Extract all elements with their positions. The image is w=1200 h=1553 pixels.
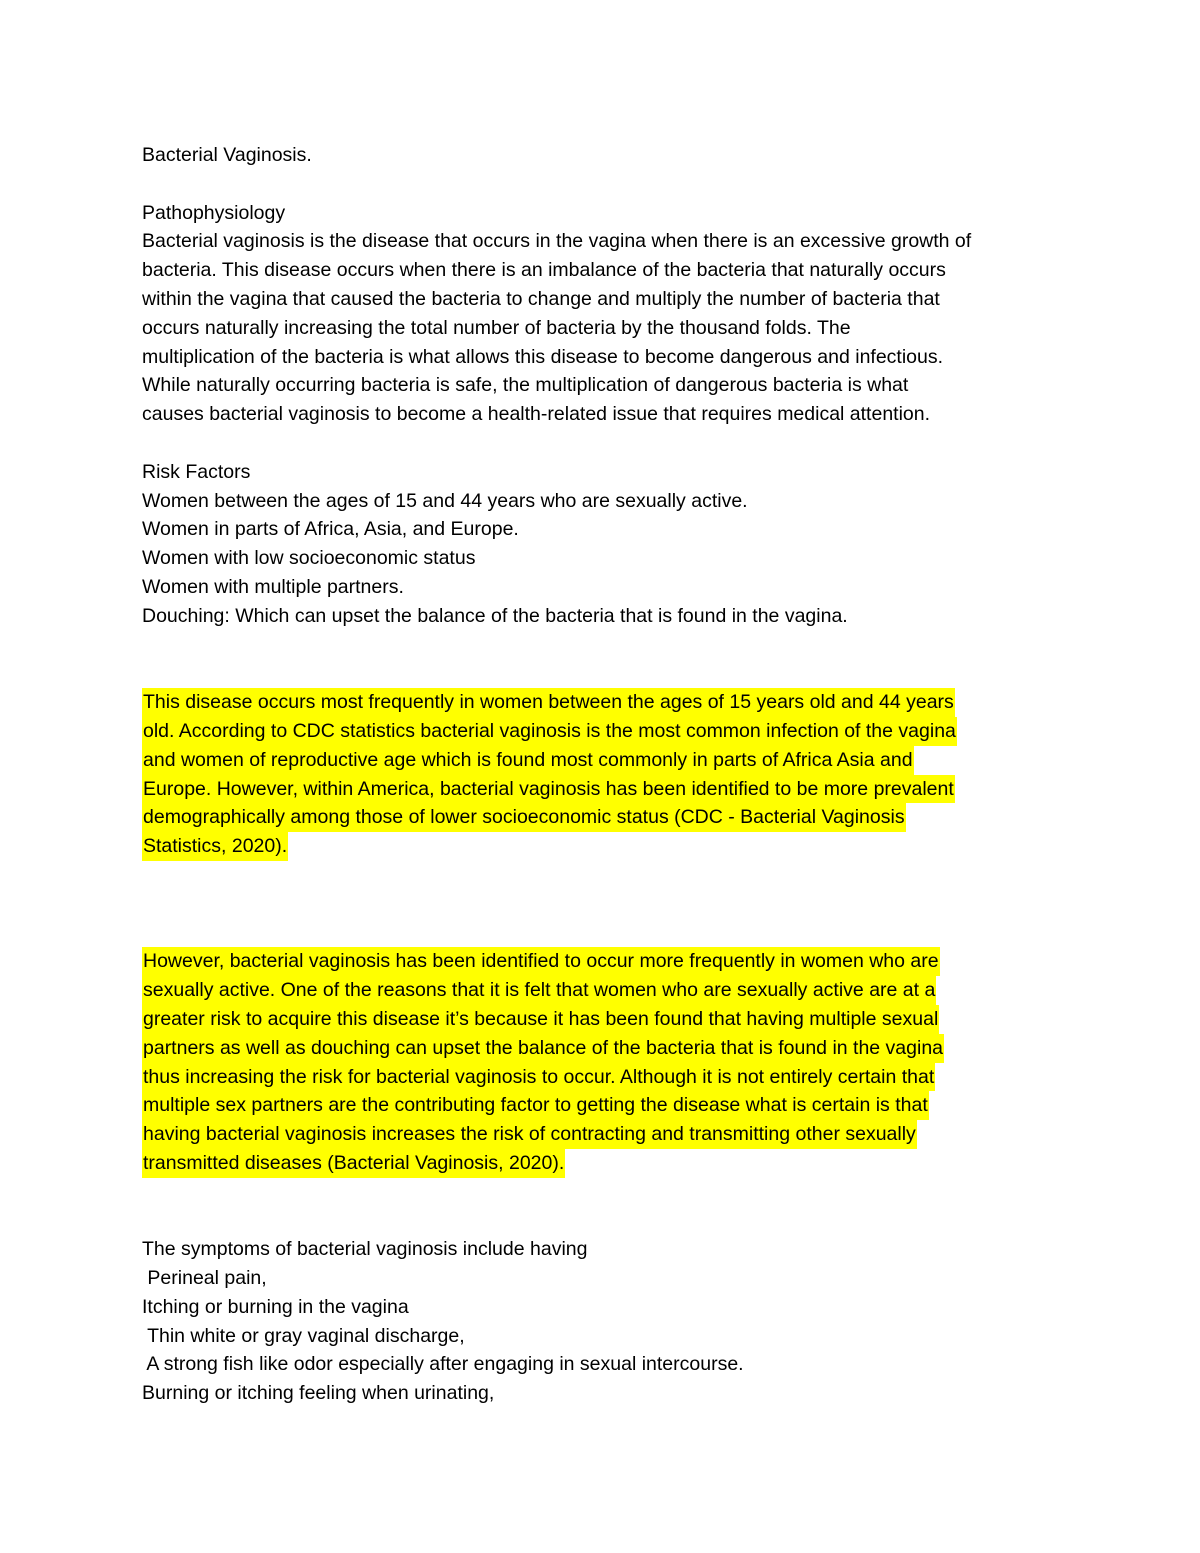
- symptom-item: Itching or burning in the vagina: [142, 1295, 409, 1318]
- symptom-item: A strong fish like odor especially after engaging in sexual intercourse.: [142, 1353, 744, 1376]
- pathophysiology-line: occurs naturally increasing the total number of bacteria by the thousand folds. The: [142, 316, 851, 339]
- highlighted-paragraph-2: [142, 947, 1062, 1177]
- pathophysiology-line: multiplication of the bacteria is what allows this disease to become dangerous and infectious.: [142, 345, 944, 368]
- highlighted-line: multiple sex partners are the contributing factor to getting the disease what is certain is that: [142, 1091, 929, 1120]
- highlighted-line: transmitted diseases (Bacterial Vaginosis, 2020).: [142, 1149, 565, 1178]
- spacer: [142, 861, 1062, 947]
- highlighted-line: Statistics, 2020).: [142, 832, 288, 861]
- spacer: [142, 631, 1062, 689]
- highlighted-paragraph-1: [142, 688, 1062, 861]
- highlighted-line: having bacterial vaginosis increases the risk of contracting and transmitting other sexually: [142, 1120, 917, 1149]
- risk-factor-item: Women in parts of Africa, Asia, and Europe.: [142, 518, 519, 541]
- pathophysiology-line: within the vagina that caused the bacteria to change and multiply the number of bacteria that: [142, 287, 940, 310]
- highlighted-line: This disease occurs most frequently in women between the ages of 15 years old and 44 years: [142, 688, 955, 717]
- risk-factor-item: Douching: Which can upset the balance of the bacteria that is found in the vagina.: [142, 604, 848, 627]
- pathophysiology-line: Bacterial vaginosis is the disease that occurs in the vagina when there is an excessive growth of: [142, 230, 972, 253]
- highlighted-line: partners as well as douching can upset the balance of the bacteria that is found in the vagina: [142, 1034, 944, 1063]
- document-page: [142, 141, 1062, 1408]
- highlighted-line: However, bacterial vaginosis has been identified to occur more frequently in women who are: [142, 947, 940, 976]
- pathophysiology-line: bacteria. This disease occurs when there is an imbalance of the bacteria that naturally occurs: [142, 259, 946, 282]
- pathophysiology-heading: Pathophysiology: [142, 201, 286, 224]
- symptoms-intro: The symptoms of bacterial vaginosis include having: [142, 1238, 588, 1261]
- spacer: [142, 170, 1062, 199]
- symptom-item: Thin white or gray vaginal discharge,: [142, 1324, 465, 1347]
- highlighted-line: old. According to CDC statistics bacterial vaginosis is the most common infection of the vagina: [142, 717, 957, 746]
- risk-factor-item: Women with multiple partners.: [142, 575, 404, 598]
- spacer: [142, 429, 1062, 458]
- pathophysiology-line: causes bacterial vaginosis to become a health-related issue that requires medical attention.: [142, 403, 931, 426]
- highlighted-line: and women of reproductive age which is found most commonly in parts of Africa Asia and: [142, 746, 914, 775]
- document-title: Bacterial Vaginosis.: [142, 144, 312, 166]
- risk-factor-item: Women between the ages of 15 and 44 years who are sexually active.: [142, 489, 748, 512]
- risk-factor-item: Women with low socioeconomic status: [142, 547, 476, 570]
- spacer: [142, 1178, 1062, 1236]
- highlighted-line: greater risk to acquire this disease it’s because it has been found that having multiple sexual: [142, 1005, 939, 1034]
- symptom-item: Perineal pain,: [142, 1267, 267, 1290]
- highlighted-line: Europe. However, within America, bacterial vaginosis has been identified to be more prevalent: [142, 775, 955, 804]
- highlighted-line: thus increasing the risk for bacterial vaginosis to occur. Although it is not entirely certain that: [142, 1063, 935, 1092]
- highlighted-line: demographically among those of lower socioeconomic status (CDC - Bacterial Vaginosis: [142, 803, 906, 832]
- pathophysiology-line: While naturally occurring bacteria is safe, the multiplication of dangerous bacteria is what: [142, 374, 909, 397]
- risk-factors-heading: Risk Factors: [142, 460, 251, 483]
- symptom-item: Burning or itching feeling when urinating,: [142, 1382, 495, 1405]
- highlighted-line: sexually active. One of the reasons that it is felt that women who are sexually active are at a: [142, 976, 936, 1005]
